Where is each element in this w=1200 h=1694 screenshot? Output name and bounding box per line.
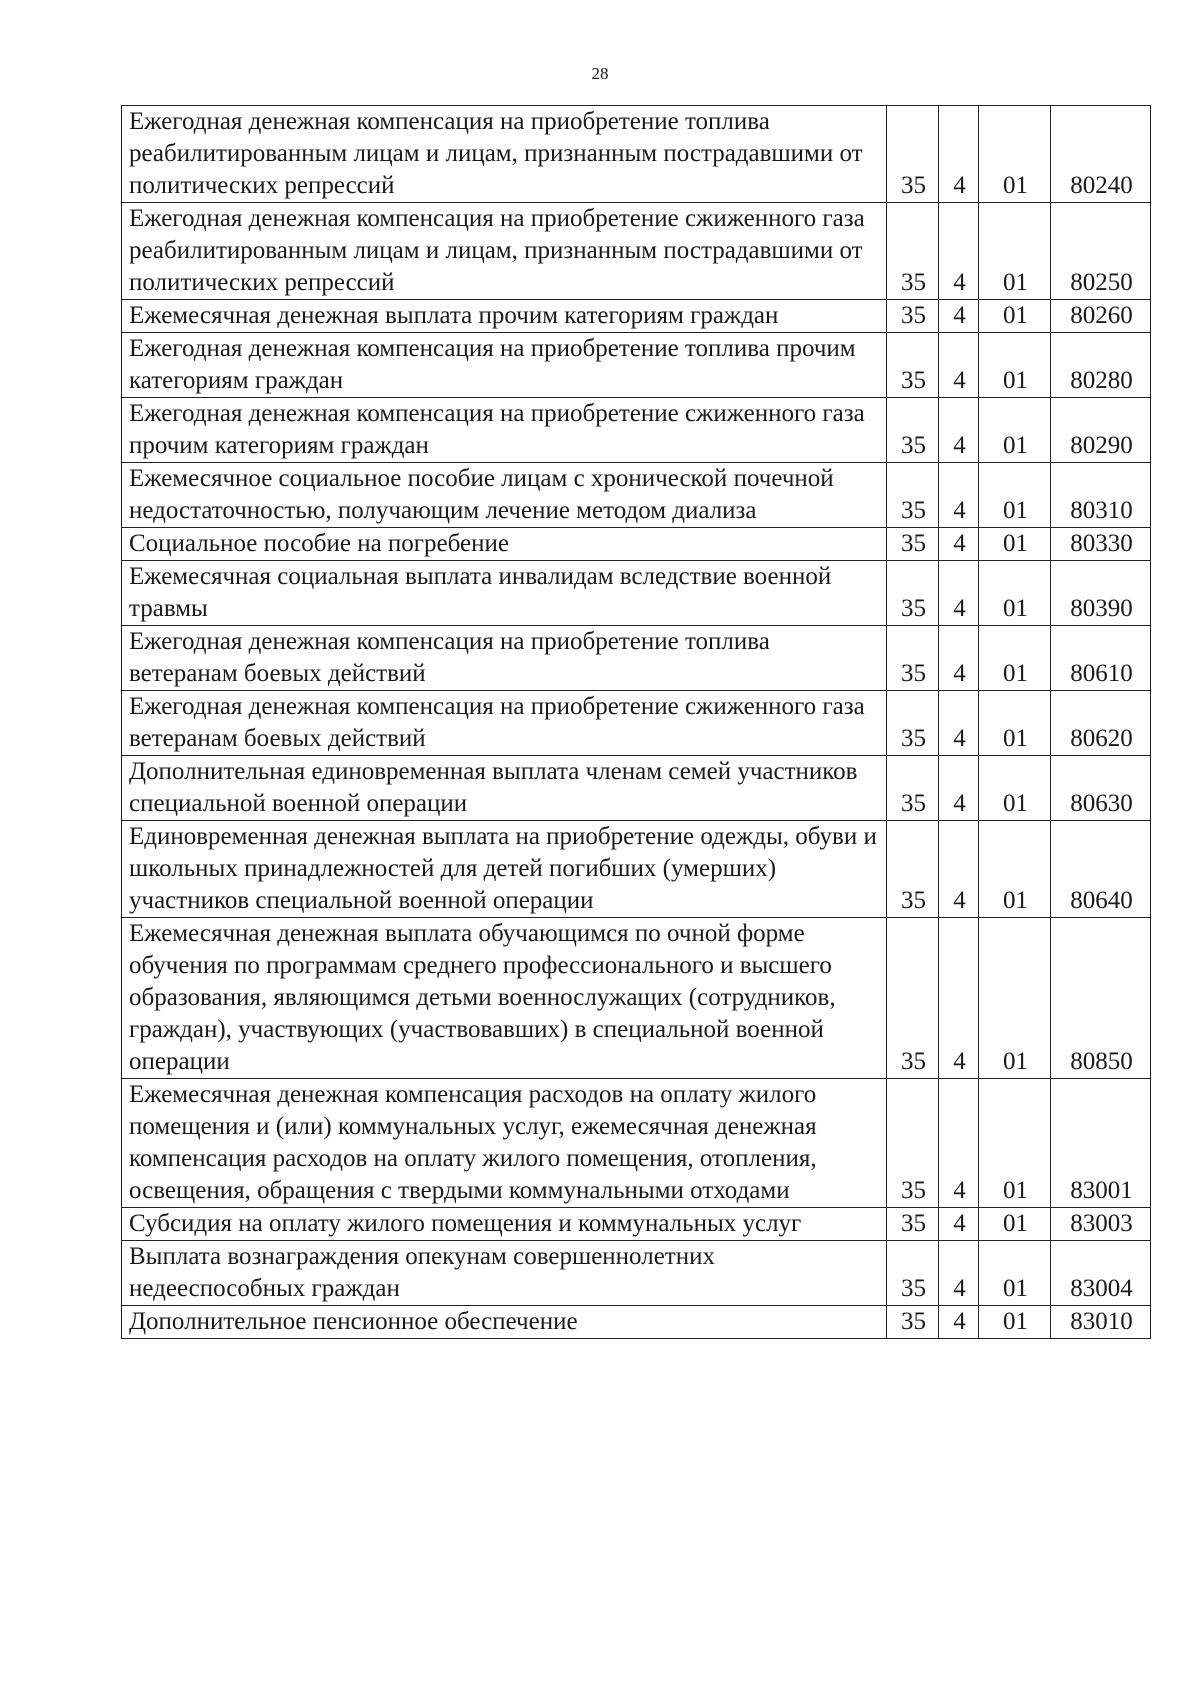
target-code-cell: 80290 [1051,398,1151,463]
expense-name-cell: Дополнительное пенсионное обеспечение [122,1306,887,1339]
table-row [122,626,1151,691]
expense-name-cell: Единовременная денежная выплата на приобретение одежды, обуви и школьных принадлежностей для детей погибших (умерших) участников специальной военной операции [122,821,887,918]
table-row [122,1208,1151,1241]
section-code-cell: 4 [939,1306,979,1339]
chapter-code-cell: 35 [887,821,939,918]
expense-name-cell: Ежегодная денежная компенсация на приобретение сжиженного газа прочим категориям граждан [122,398,887,463]
expense-name-cell: Социальное пособие на погребение [122,528,887,561]
expense-name-cell: Ежегодная денежная компенсация на приобретение топлива прочим категориям граждан [122,333,887,398]
section-code-cell: 4 [939,691,979,756]
table-row [122,398,1151,463]
budget-table [121,105,1151,1339]
table-row [122,691,1151,756]
chapter-code-cell: 35 [887,398,939,463]
subsection-code-cell: 01 [979,626,1051,691]
table-row [122,561,1151,626]
target-code-cell: 83003 [1051,1208,1151,1241]
chapter-code-cell: 35 [887,626,939,691]
subsection-code-cell: 01 [979,203,1051,300]
table-row [122,203,1151,300]
expense-name-cell: Ежемесячная социальная выплата инвалидам вследствие военной травмы [122,561,887,626]
target-code-cell: 83004 [1051,1241,1151,1306]
table-row [122,821,1151,918]
section-code-cell: 4 [939,626,979,691]
expense-name-cell: Ежемесячная денежная компенсация расходов на оплату жилого помещения и (или) коммунальных услуг, ежемесячная денежная компенсация расходов на оплату жилого помещения, отопления, освещения, обращения с твердыми коммунальными отходами [122,1079,887,1208]
table-row [122,918,1151,1079]
subsection-code-cell: 01 [979,756,1051,821]
subsection-code-cell: 01 [979,691,1051,756]
target-code-cell: 80850 [1051,918,1151,1079]
section-code-cell: 4 [939,1208,979,1241]
section-code-cell: 4 [939,528,979,561]
table-row [122,528,1151,561]
table-row [122,333,1151,398]
table-row [122,463,1151,528]
target-code-cell: 80630 [1051,756,1151,821]
section-code-cell: 4 [939,463,979,528]
subsection-code-cell: 01 [979,398,1051,463]
target-code-cell: 80240 [1051,106,1151,203]
target-code-cell: 80250 [1051,203,1151,300]
chapter-code-cell: 35 [887,691,939,756]
table-row [122,300,1151,333]
chapter-code-cell: 35 [887,1208,939,1241]
chapter-code-cell: 35 [887,1306,939,1339]
subsection-code-cell: 01 [979,333,1051,398]
section-code-cell: 4 [939,106,979,203]
target-code-cell: 80610 [1051,626,1151,691]
table-row [122,1241,1151,1306]
target-code-cell: 83001 [1051,1079,1151,1208]
target-code-cell: 80640 [1051,821,1151,918]
subsection-code-cell: 01 [979,106,1051,203]
subsection-code-cell: 01 [979,561,1051,626]
section-code-cell: 4 [939,333,979,398]
target-code-cell: 80330 [1051,528,1151,561]
target-code-cell: 80620 [1051,691,1151,756]
target-code-cell: 80390 [1051,561,1151,626]
expense-name-cell: Ежемесячное социальное пособие лицам с хронической почечной недостаточностью, получающим лечение методом диализа [122,463,887,528]
target-code-cell: 80280 [1051,333,1151,398]
chapter-code-cell: 35 [887,463,939,528]
chapter-code-cell: 35 [887,1241,939,1306]
expense-name-cell: Ежегодная денежная компенсация на приобретение топлива реабилитированным лицам и лицам, признанным пострадавшими от политических репрессий [122,106,887,203]
chapter-code-cell: 35 [887,300,939,333]
table-row [122,756,1151,821]
target-code-cell: 83010 [1051,1306,1151,1339]
expense-name-cell: Ежемесячная денежная выплата обучающимся по очной форме обучения по программам среднего профессионального и высшего образования, являющимся детьми военнослужащих (сотрудников, граждан), участвующих (участвовавших) в специальной военной операции [122,918,887,1079]
table-row [122,106,1151,203]
section-code-cell: 4 [939,1079,979,1208]
section-code-cell: 4 [939,918,979,1079]
chapter-code-cell: 35 [887,333,939,398]
chapter-code-cell: 35 [887,1079,939,1208]
chapter-code-cell: 35 [887,203,939,300]
section-code-cell: 4 [939,1241,979,1306]
section-code-cell: 4 [939,821,979,918]
target-code-cell: 80260 [1051,300,1151,333]
section-code-cell: 4 [939,756,979,821]
subsection-code-cell: 01 [979,528,1051,561]
expense-name-cell: Ежегодная денежная компенсация на приобретение топлива ветеранам боевых действий [122,626,887,691]
expense-name-cell: Ежегодная денежная компенсация на приобретение сжиженного газа ветеранам боевых действий [122,691,887,756]
subsection-code-cell: 01 [979,1306,1051,1339]
subsection-code-cell: 01 [979,821,1051,918]
chapter-code-cell: 35 [887,528,939,561]
subsection-code-cell: 01 [979,918,1051,1079]
expense-name-cell: Ежемесячная денежная выплата прочим категориям граждан [122,300,887,333]
target-code-cell: 80310 [1051,463,1151,528]
chapter-code-cell: 35 [887,561,939,626]
chapter-code-cell: 35 [887,756,939,821]
subsection-code-cell: 01 [979,1079,1051,1208]
section-code-cell: 4 [939,300,979,333]
chapter-code-cell: 35 [887,106,939,203]
subsection-code-cell: 01 [979,300,1051,333]
subsection-code-cell: 01 [979,1208,1051,1241]
subsection-code-cell: 01 [979,463,1051,528]
expense-name-cell: Дополнительная единовременная выплата членам семей участников специальной военной операции [122,756,887,821]
section-code-cell: 4 [939,398,979,463]
expense-name-cell: Выплата вознаграждения опекунам совершеннолетних недееспособных граждан [122,1241,887,1306]
table-row [122,1306,1151,1339]
table-row [122,1079,1151,1208]
subsection-code-cell: 01 [979,1241,1051,1306]
expense-name-cell: Ежегодная денежная компенсация на приобретение сжиженного газа реабилитированным лицам и лицам, признанным пострадавшими от политических репрессий [122,203,887,300]
chapter-code-cell: 35 [887,918,939,1079]
page-number: 28 [591,64,609,83]
budget-table-body [122,106,1151,1339]
section-code-cell: 4 [939,561,979,626]
expense-name-cell: Субсидия на оплату жилого помещения и коммунальных услуг [122,1208,887,1241]
section-code-cell: 4 [939,203,979,300]
